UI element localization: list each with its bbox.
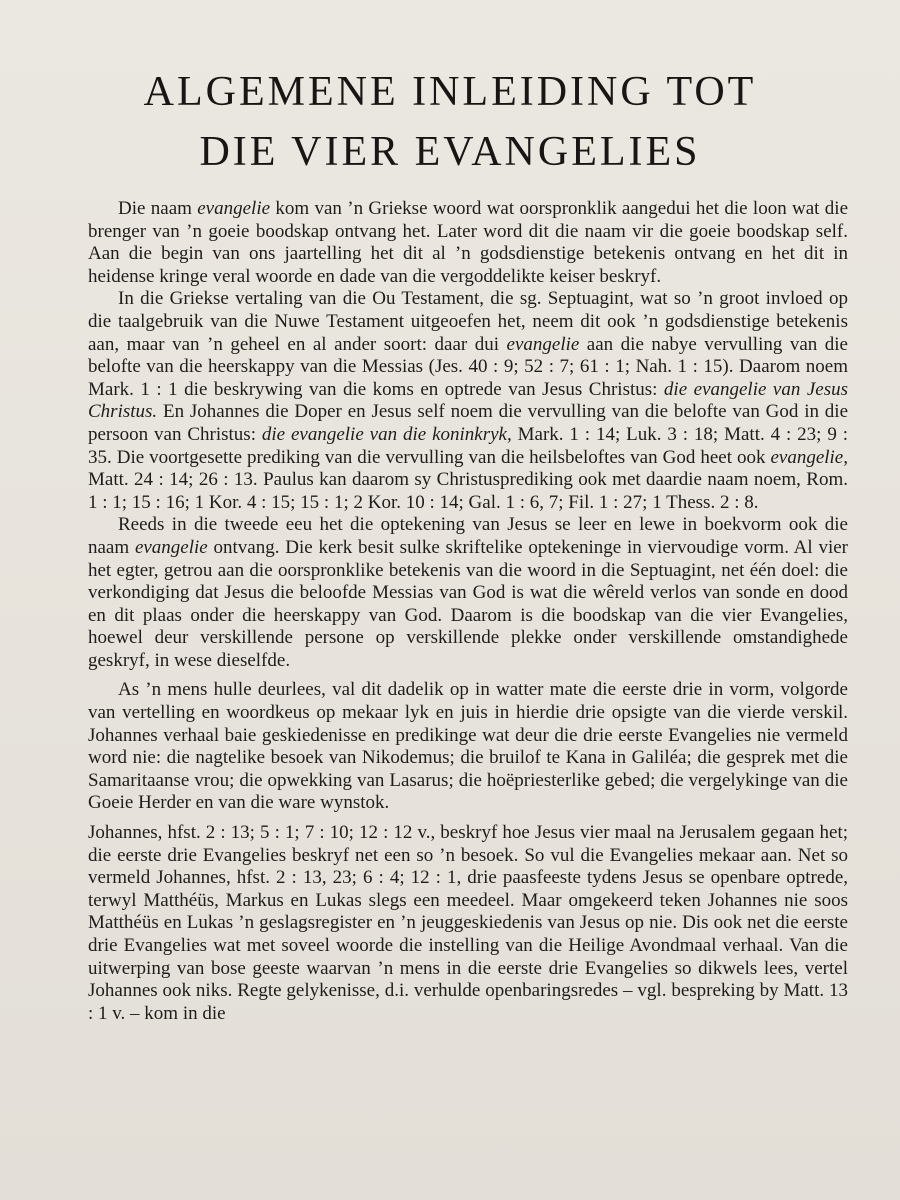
paragraph-3-text: ontvang. Die kerk besit sulke skriftelike optekeninge in viervoudige vorm. Al vier het egter, getrou aan die oorspronklike betekenis van die woord in die Septuagint, net één doel: die verkondiging dat Jesus die beloofde Messias van God is wat die wêreld verlos van sonde en dood en dit plaas onder die heerskappy van God. Daarom is die boodskap van die vier Evangelies, hoewel deur verskillende persone op verskillende plekke onder verskillende omstandighede geskryf, in wese dieselfde. [88,536,848,671]
paragraph-2-text: En Johannes die Doper en Jesus self noem die vervulling van die belofte van God in die persoon van Christus: [88,401,848,445]
paragraph-3 [88,514,848,672]
body-text [88,198,848,1025]
paragraph-5-text: Johannes, hfst. 2 : 13; 5 : 1; 7 : 10; 12 : 12 v., beskryf hoe Jesus vier maal na Jerusalem gegaan het; die eerste drie Evangelies beskryf net een so ’n besoek. So vul die Evangelies mekaar aan. Net so vermeld Johannes, hfst. 2 : 13, 23; 6 : 4; 12 : 1, drie paasfeeste tydens Jesus se openbare optrede, terwyl Matthéüs, Markus en Lukas slegs een meedeel. Maar omgekeerd teken Johannes nie soos Matthéüs en Lukas ’n geslagsregister en ’n jeuggeskiedenis van Jesus op nie. Dis ook net die eerste drie Evangelies wat met soveel woorde die instelling van die Heilige Avondmaal verhaal. Van die uitwerping van bose geeste waarvan ’n mens in die eerste drie Evangelies so dikwels lees, vertel Johannes ook niks. Regte gelykenisse, d.i. verhulde openbaringsredes – vgl. bespreking by Matt. 13 : 1 v. – kom in die [88,822,848,1024]
paragraph-2-text: Mark. 1 : 14; Luk. 3 : 18; Matt. 4 : 23; 9 : 35. Die voortgesette prediking van die vervulling van die heilsbeloftes van God heet ook [88,423,848,468]
paragraph-4 [88,679,848,815]
page-title [0,62,900,182]
paragraph-1-text: kom van ’n Griekse woord wat oorspronklik aangedui het die loon wat die brenger van ’n goeie boodskap ontvang het. Later word dit die naam vir die goeie boodskap self. Aan die begin van ons jaartelling het dit al ’n godsdienstige betekenis ontvang en het dit in heidense kringe veral woorde en dade van die vergoddelikte keiser beskryf. [88,198,849,287]
paragraph-2-italic: evangelie, [770,446,848,468]
paragraph-1-text: Die naam [118,198,198,219]
paragraph-2-text: Matt. 24 : 14; 26 : 13. Paulus kan daarom sy Christusprediking ook met daardie naam noem, Rom. 1 : 1; 15 : 16; 1 Kor. 4 : 15; 15 : 1; 2 Kor. 10 : 14; Gal. 1 : 6, 7; Fil. 1 : 27; 1 Thess. 2 : 8. [88,469,848,513]
paragraph-2 [88,288,848,514]
paragraph-5 [88,822,848,1025]
paragraph-2-italic: evangelie [506,333,580,355]
paragraph-1-italic: evangelie [197,198,271,219]
paragraph-2-text: aan die nabye vervulling van die belofte van die heerskappy van die Messias (Jes. 40 : 9; 52 : 7; 61 : 1; Nah. 1 : 15). Daarom noem Mark. 1 : 1 die beskrywing van die koms en optrede van Jesus Christus: [88,333,848,400]
paragraph-2-text: In die Griekse vertaling van die Ou Testament, die sg. Septuagint, wat so ’n groot invloed op die taalgebruik van die Nuwe Testament uitgeoefen het, neem dit ook ’n godsdienstige betekenis aan, maar van ’n geheel en al ander soort: daar dui [88,288,848,355]
paragraph-4-text: As ’n mens hulle deurlees, val dit dadelik op in watter mate die eerste drie in vorm, volgorde van vertelling en woordkeus op mekaar lyk en juis in hierdie drie opsigte van die vierde verskil. Johannes verhaal baie geskiedenisse en predikinge wat deur die drie eerste Evangelies nie vermeld word nie: die nagtelike besoek van Nikodemus; die bruilof te Kana in Galiléa; die gesprek met die Samaritaanse vrou; die opwekking van Lasarus; die hoëpriesterlike gebed; die vergelykinge van die Goeie Herder en van die ware wynstok. [88,679,848,814]
paragraph-1 [88,198,848,288]
title-line-1: ALGEMENE INLEIDING TOT [143,69,757,115]
paragraph-3-text: Reeds in die tweede eeu het die optekening van Jesus se leer en lewe in boekvorm ook die naam [88,514,848,558]
paragraph-2-italic: die evangelie van Jesus Christus. [88,378,849,423]
title-line-2: DIE VIER EVANGELIES [199,129,701,175]
paragraph-3-italic: evangelie [134,536,208,558]
paragraph-2-italic: die evangelie van die koninkryk, [261,423,512,445]
